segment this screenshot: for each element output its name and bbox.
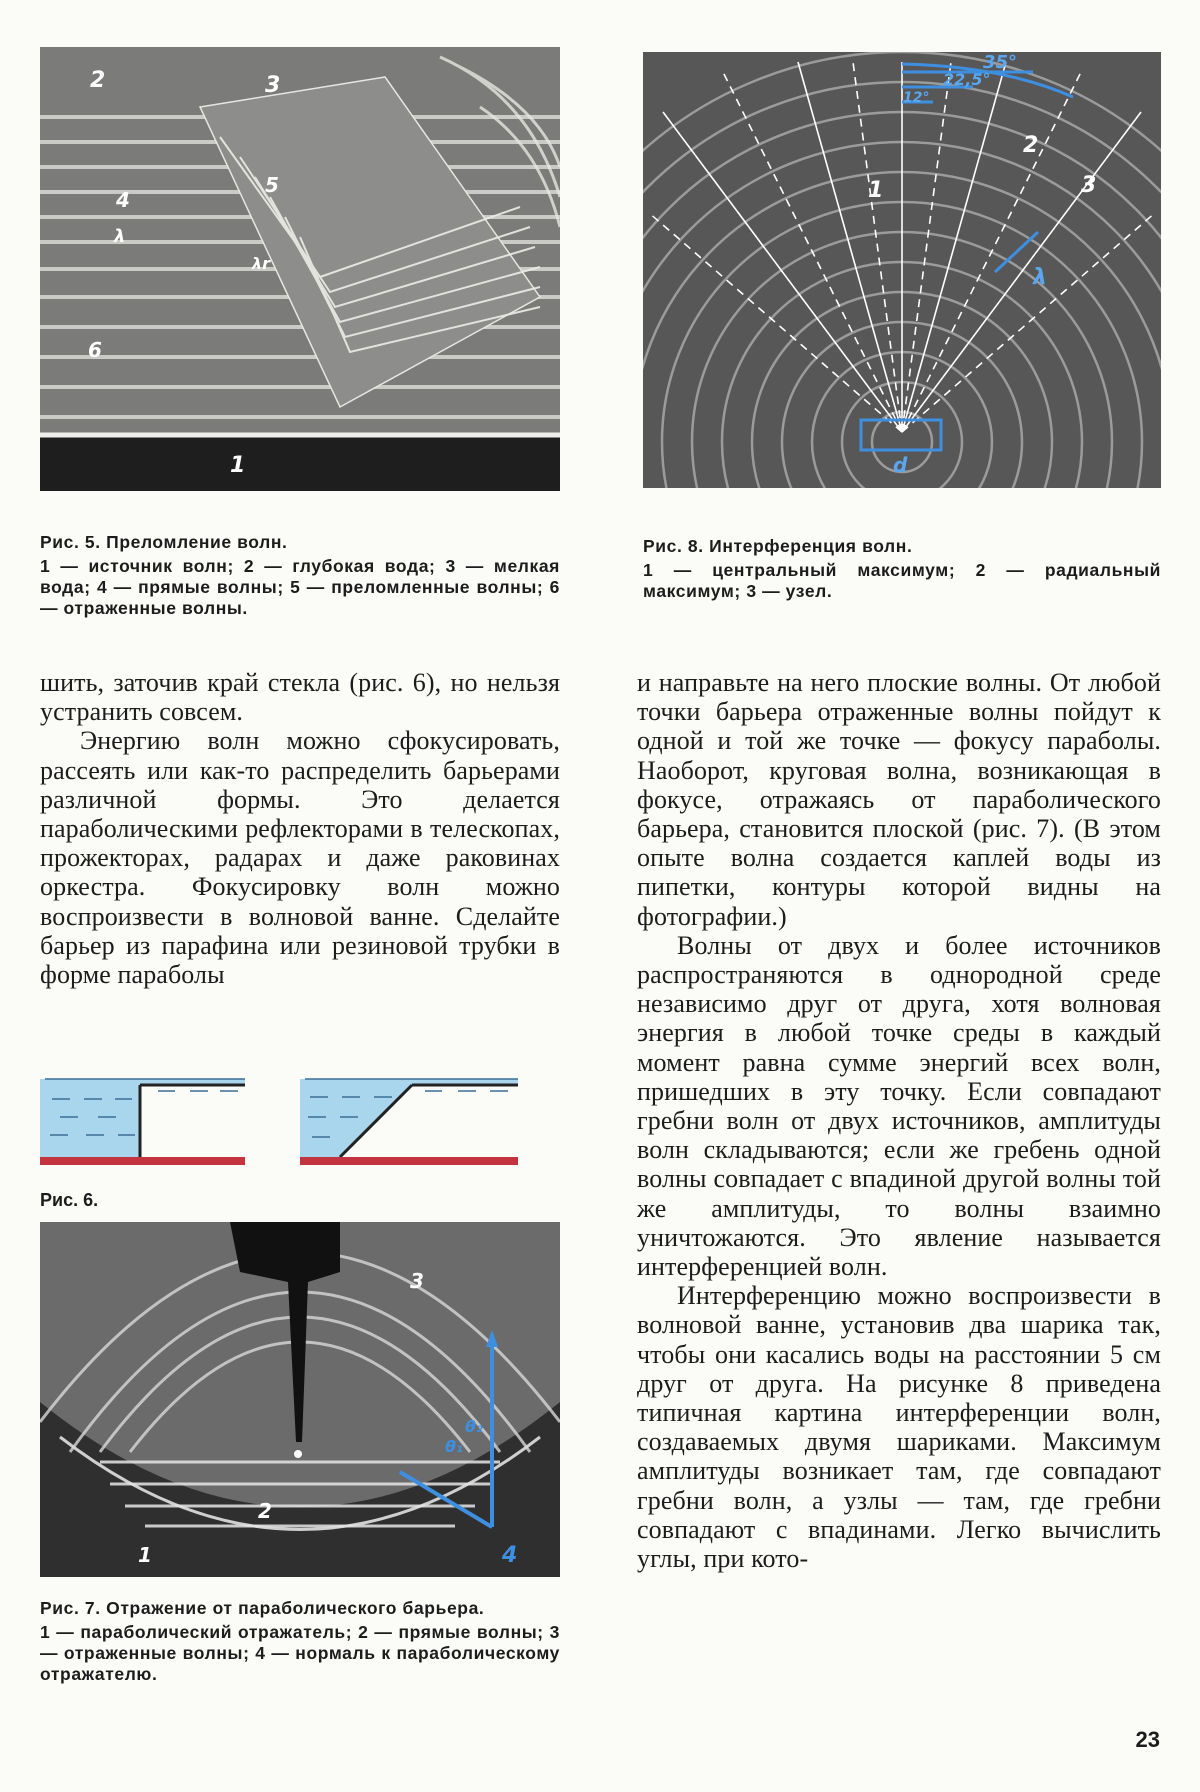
fig7-caption-text: 1 — параболический отражатель; 2 — прямые волны; 3 — отраженные волны; 4 — нормаль к параболическому отражателю.	[40, 1622, 560, 1684]
fig5-caption	[40, 532, 560, 619]
fig7-caption-title: Рис. 7. Отражение от параболического барьера.	[40, 1598, 485, 1618]
right-paragraph-2: Волны от двух и более источников распространяются в однородной среде независимо друг от друга, хотя волновая энергия в любой точке среды в каждый момент равна сумме энергий всех волн, пришедших в эту точку. Если совпадают гребни волн от двух источников, амплитуды волн складываются; если же гребень одной волны совпадает с впадиной другой волны той же амплитуды, то волны взаимно уничтожаются. Это явление называется интерференцией волн.	[637, 930, 1161, 1282]
fig8-angle-12: 12°	[903, 90, 930, 106]
fig8-label-lambda: λ	[1033, 265, 1047, 290]
fig8-photo	[643, 52, 1161, 488]
fig7-label-2: 2	[258, 1499, 272, 1523]
fig5-label-lambda: λ	[114, 226, 126, 247]
fig7-caption	[40, 1598, 560, 1685]
fig6-label: Рис. 6.	[40, 1190, 99, 1210]
fig8-caption-text: 1 — центральный максимум; 2 — радиальный максимум; 3 — узел.	[643, 560, 1161, 601]
fig5-label-lambda-r: λr	[252, 254, 271, 273]
fig8-angle-22: 22,5°	[943, 70, 991, 89]
fig8-caption-title: Рис. 8. Интерференция волн.	[643, 536, 913, 556]
fig5-label-4: 4	[116, 188, 130, 212]
fig8-angle-35: 35°	[983, 52, 1018, 73]
fig8-label-3: 3	[1081, 173, 1097, 198]
fig7-label-3: 3	[410, 1269, 424, 1293]
left-column-text	[40, 668, 560, 989]
fig5-label-3: 3	[265, 73, 281, 98]
page-number: 23	[1135, 1727, 1160, 1752]
right-paragraph-3: Интерференцию можно воспроизвести в волновой ванне, установив два шарика так, чтобы они касались воды на расстоянии 5 см друг от друга. На рисунке 8 приведена типичная картина интерференции волн, создаваемых двумя шариками. Максимум амплитуды возникает там, где совпадают гребни волн, а узлы — там, где гребни совпадают с впадинами. Легко вычислить углы, при кото-	[637, 1281, 1161, 1574]
fig7-label-4: 4	[502, 1543, 518, 1568]
fig7-photo	[40, 1222, 560, 1577]
fig5-label-2: 2	[90, 68, 106, 93]
fig8-caption	[643, 536, 1161, 602]
fig6-diagram	[40, 1065, 560, 1180]
fig5-photo	[40, 47, 560, 491]
fig5-label-6: 6	[88, 338, 102, 362]
fig8-label-2: 2	[1023, 133, 1039, 158]
right-paragraph-1: и направьте на него плоские волны. От любой точки барьера отраженные волны пойдут к одной и той же точке — фокусу параболы. Наоборот, круговая волна, возникающая в фокусе, отражаясь от параболического барьера, становится плоской (рис. 7). (В этом опыте волна создается каплей воды из пипетки, контуры которой видны на фотографии.)	[637, 668, 1161, 931]
fig5-caption-text: 1 — источник волн; 2 — глубокая вода; 3 — мелкая вода; 4 — прямые волны; 5 — преломленные волны; 6 — отраженные волны.	[40, 556, 560, 618]
right-column-text	[637, 668, 1161, 1573]
fig8-label-1: 1	[868, 178, 884, 203]
fig7-label-theta2: θ₂	[465, 1417, 483, 1436]
fig5-caption-title: Рис. 5. Преломление волн.	[40, 532, 288, 552]
fig7-label-theta1: θ₁	[445, 1437, 463, 1456]
left-paragraph-1: шить, заточив край стекла (рис. 6), но нельзя устранить совсем.	[40, 668, 560, 727]
left-paragraph-2: Энергию волн можно сфокусировать, рассеять или как-то распределить барьерами различной формы. Это делается параболическими рефлекторами в телескопах, прожекторах, радарах и даже раковинах оркестра. Фокусировку волн можно воспроизвести в волновой ванне. Сделайте барьер из парафина или резиновой трубки в форме параболы	[40, 726, 560, 990]
fig5-label-5: 5	[265, 173, 279, 197]
fig7-label-1: 1	[138, 1543, 152, 1567]
fig8-label-d: d	[893, 453, 908, 477]
fig5-label-1: 1	[230, 453, 246, 478]
